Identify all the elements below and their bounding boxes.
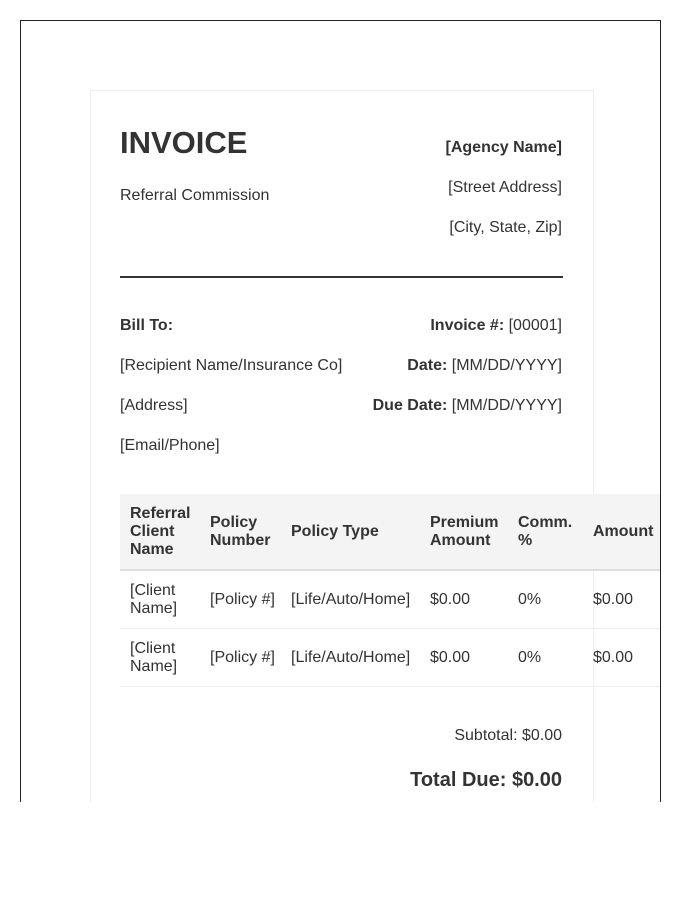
invoice-date-value: [MM/DD/YYYY] (451, 357, 562, 374)
cell-policy-type: [Life/Auto/Home] (291, 590, 411, 608)
cell-commission-percent: 0% (518, 648, 542, 666)
table-header (120, 494, 661, 571)
header-policy-type: Policy Type (291, 522, 379, 540)
invoice-due-date-label: Due Date: (372, 397, 448, 414)
header-divider (120, 276, 563, 278)
header-policy-number: Policy Number (210, 513, 271, 549)
cell-premium-amount: $0.00 (430, 590, 471, 608)
cell-amount: $0.00 (593, 648, 634, 666)
bill-to-label: Bill To: (120, 317, 174, 334)
total-due: Total Due: $0.00 (410, 769, 562, 791)
commission-table (120, 494, 661, 687)
header-commission-percent: Comm. % (518, 513, 573, 549)
bill-to-recipient: [Recipient Name/Insurance Co] (120, 357, 343, 374)
invoice-date-label: Date: (407, 357, 448, 374)
cell-amount: $0.00 (593, 590, 634, 608)
agency-city: [City, State, Zip] (449, 219, 562, 236)
header-premium-amount: Premium Amount (430, 513, 499, 549)
cell-commission-percent: 0% (518, 590, 542, 608)
cell-policy-type: [Life/Auto/Home] (291, 648, 411, 666)
invoice-number (430, 317, 562, 335)
table-row (120, 571, 661, 629)
invoice-number-label: Invoice #: (430, 317, 505, 334)
header-amount: Amount (593, 522, 654, 540)
invoice-due-date-value: [MM/DD/YYYY] (451, 397, 562, 414)
bill-to-address: [Address] (120, 397, 188, 414)
table-row (120, 629, 661, 687)
cell-policy-number: [Policy #] (210, 590, 275, 608)
invoice-date (407, 357, 562, 375)
subtotal: Subtotal: $0.00 (454, 727, 562, 744)
cell-client-name: [Client Name] (130, 639, 178, 675)
invoice-subtitle: Referral Commission (120, 187, 270, 204)
cell-premium-amount: $0.00 (430, 648, 471, 666)
cell-client-name: [Client Name] (130, 581, 178, 617)
agency-name: [Agency Name] (445, 139, 562, 156)
cell-policy-number: [Policy #] (210, 648, 275, 666)
page-frame (20, 20, 661, 802)
header-client-name: Referral Client Name (130, 504, 191, 558)
invoice-number-value: [00001] (508, 317, 562, 334)
invoice-due-date (373, 397, 562, 415)
agency-street: [Street Address] (448, 179, 562, 196)
bill-to-contact: [Email/Phone] (120, 437, 220, 454)
invoice-title: INVOICE (120, 125, 248, 160)
